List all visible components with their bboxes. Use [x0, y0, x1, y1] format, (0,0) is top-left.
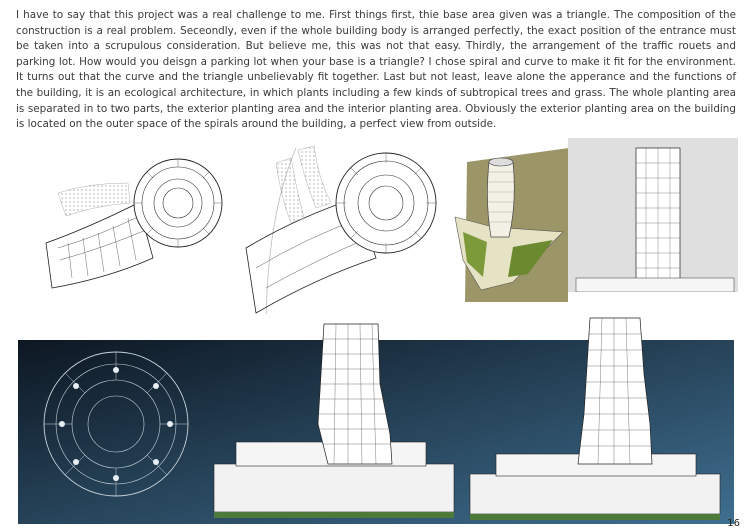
night-elevation-panel — [18, 314, 734, 524]
project-description: I have to say that this project was a real challenge to me. First things first, thie base area given was a triangle. The composition of the construction is a real problem. Seceondly, even if the whole building body is arranged perfectly, the exact position of the entrance must be taken into a scrupulous consideration. But believe me, this was not that easy. Thirdly, the arrangement of the traffic rouets and parking lot. How would you deisgn a parking lot when your base is a triangle? I chose spiral and curve to make it fit for the environment. It turns out that the curve and the triangle unbelievably fit together. Last but not least, leave alone the apperance and the functions of the building, it is an ecological architecture, in which plants including a few kinds of subtropical trees and grass. The whole planting area is separated in to two parts, the exterior planting area and the interior planting area. Obviously the exterior planting area on the building is located on the outer space of the spirals around the building, a perfect view from outside. — [16, 9, 736, 131]
page-number: 16 — [727, 518, 740, 529]
floor-plan-2 — [236, 138, 446, 343]
elevation-render — [568, 138, 738, 306]
floor-plan-1 — [28, 148, 233, 298]
model-render — [453, 142, 571, 304]
